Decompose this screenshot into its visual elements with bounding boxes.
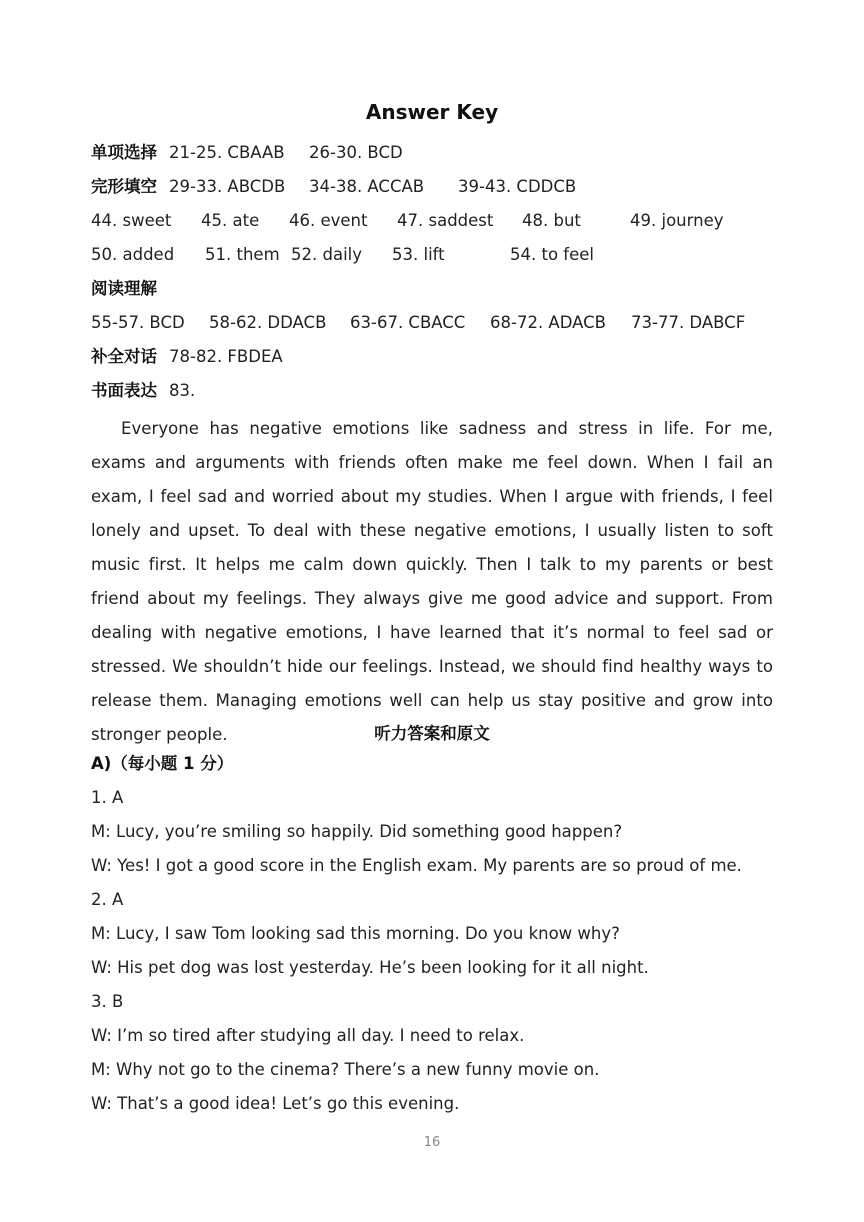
section-a-heading: A)（每小题 1 分） [91,754,234,773]
writing-label: 书面表达 [91,381,157,400]
answer-item: 53. lift [392,245,445,264]
page-number: 16 [423,1135,441,1150]
answer-item: 83. [169,381,196,400]
answer-item: 34-38. ACCAB [309,177,425,196]
cloze-label: 完形填空 [91,177,157,196]
reading-label: 阅读理解 [91,279,157,298]
answer-item: 51. them [205,245,280,264]
answer-item: 44. sweet [91,211,172,230]
answer-item: 68-72. ADACB [490,313,606,332]
dialogue-label: 补全对话 [91,347,157,366]
answer-item: 58-62. DDACB [209,313,327,332]
cloze-row [91,177,167,197]
answer-item: 46. event [289,211,368,230]
listening-line: 1. A [91,788,124,807]
answer-item: 50. added [91,245,175,264]
reading-heading [91,279,167,299]
answer-item: 73-77. DABCF [631,313,746,332]
answer-item: 45. ate [201,211,260,230]
answer-item: 39-43. CDDCB [458,177,577,196]
listening-line: M: Lucy, you’re smiling so happily. Did something good happen? [91,822,623,841]
listening-line: W: I’m so tired after studying all day. I need to relax. [91,1026,525,1045]
listening-line: M: Why not go to the cinema? There’s a new funny movie on. [91,1060,600,1079]
answer-item: 78-82. FBDEA [169,347,283,366]
answer-item: 52. daily [291,245,363,264]
listening-line: M: Lucy, I saw Tom looking sad this morning. Do you know why? [91,924,620,943]
listening-line: 3. B [91,992,124,1011]
listening-heading: 听力答案和原文 [374,724,490,743]
answer-item: 63-67. CBACC [350,313,466,332]
answer-item: 47. saddest [397,211,494,230]
answer-item: 54. to feel [510,245,594,264]
dialogue-row [91,347,167,367]
answer-item: 21-25. CBAAB [169,143,285,162]
listening-line: W: Yes! I got a good score in the English exam. My parents are so proud of me. [91,856,742,875]
answer-item: 48. but [522,211,581,230]
answer-item: 29-33. ABCDB [169,177,286,196]
essay-paragraph: Everyone has negative emotions like sadness and stress in life. For me, exams and arguments with friends often make me feel down. When I fail an exam, I feel sad and worried about my studies. When I argue with friends, I feel lonely and upset. To deal with these negative emotions, I usually listen to soft music first. It helps me calm down quickly. Then I talk to my parents or best friend about my feelings. They always give me good advice and support. From dealing with negative emotions, I have learned that it’s normal to feel sad or stressed. We shouldn’t hide our feelings. Instead, we should find healthy ways to release them. Managing emotions well can help us stay positive and grow into stronger people. [91,419,773,744]
answer-item: 49. journey [630,211,724,230]
listening-line: 2. A [91,890,124,909]
answer-item: 55-57. BCD [91,313,185,332]
single-choice-row [91,143,167,163]
answer-item: 26-30. BCD [309,143,403,162]
listening-line: W: That’s a good idea! Let’s go this evening. [91,1094,460,1113]
page-title: Answer Key [365,100,499,124]
listening-line: W: His pet dog was lost yesterday. He’s been looking for it all night. [91,958,649,977]
single-choice-label: 单项选择 [91,143,157,162]
writing-row [91,381,167,401]
